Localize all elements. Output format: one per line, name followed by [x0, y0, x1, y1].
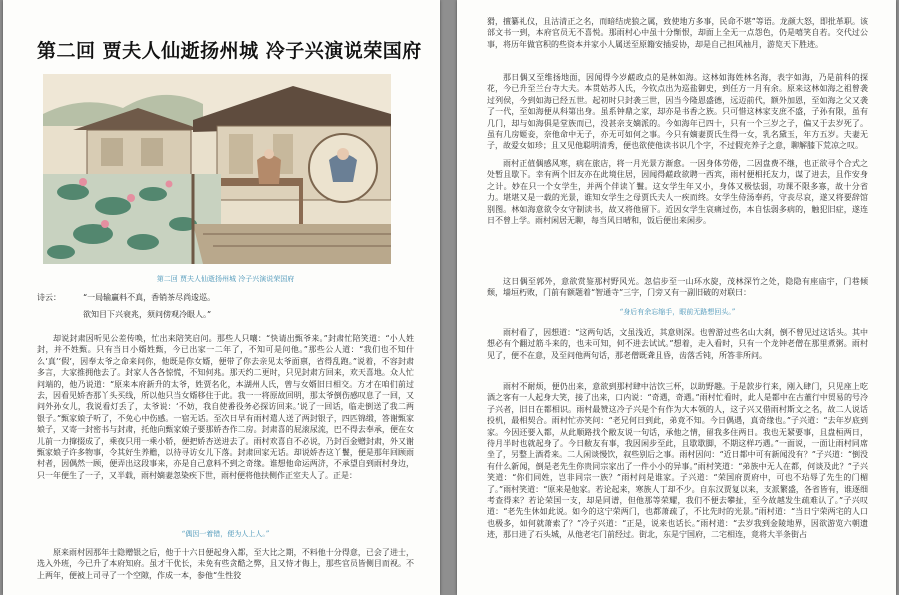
illustration-caption: 第二回 贾夫人仙逝扬州城 冷子兴演说荣国府 [156, 275, 295, 283]
chapter-illustration [43, 74, 391, 264]
poem-first-line [37, 292, 414, 303]
poem-prefix: 诗云： [37, 293, 61, 302]
chapter-title: 第二回 贾夫人仙逝扬州城 冷子兴演说荣国府 [37, 40, 422, 62]
garden-pavilion-illustration [43, 74, 391, 264]
right-page-content [487, 0, 868, 595]
right-paragraph-5: 雨村看了，因想道：“这两句话，文虽浅近，其意则深。也曾游过些名山大刹，倒不曾见过这话头。其中想必有个翻过筋斗来的，也未可知，何不进去试试。”想着，走入看时，只有一个龙钟老僧在那里煮粥。雨村见了，便不在意，及至问他两句话，那老僧既聋且昏，齿落舌钝，所答非所问。 [487, 328, 868, 360]
right-paragraph-2: 那日偶又至维扬地面，因闻得今岁鹾政点的是林如海。这林如海姓林名海，表字如海，乃是前科的探花，今已升至兰台寺大夫。本贯姑苏人氏，今钦点出为巡盐御史，到任方一月有余。原来这林如海之祖曾袭过列侯，今到如海已经五世。起初时只封袭三世，因当今隆恩盛德，远迈前代，额外加恩，至如海之父又袭了一代，至如海便从科第出身。虽系钟鼎之家，却亦是书香之族。只可惜这林家支庶不盛，子孙有限，虽有几门，却与如海俱是堂族而已，没甚亲支嫡派的。今如海年已四十，只有一个三岁之子，偏又于去岁死了。虽有几房姬妾，奈他命中无子，亦无可如何之事。今只有嫡妻贾氏生得一女，乳名黛玉，年方五岁。夫妻无子，故爱女如珍；且又见他聪明清秀，便也欲使他读书识几个字，不过假充养子之意，聊解膝下荒凉之叹。 [487, 73, 868, 151]
right-paragraph-6: 雨村不耐烦，便仍出来，意欲到那村肆中沽饮三杯，以助野趣。于是款步行来，刚入肆门，只见座上吃酒之客有一人起身大笑，接了出来，口内说：“奇遇，奇遇。”雨村忙看时，此人是都中在古董行中贸易的号冷子兴者，旧日在都相识。雨村最赞这冷子兴是个有作为大本领的人，这子兴又借雨村斯文之名，故二人说话投机，最相契合。雨村忙亦笑问：“老兄何日到此，弟竟不知。今日偶遇，真奇缘也。”子兴道：“去年岁底到家。今因还要入都，从此顺路找个敝友说一句话，承他之情，留我多住两日。我也无紧要事，且盘桓两日，待月半时也就起身了。今日敝友有事，我因闲步至此，且歇歇脚，不期这样巧遇。”一面说，一面让雨村同席坐了，另整上酒肴来。二人闲谈慢饮，叙些别后之事。雨村因问：“近日都中可有新闻没有？”子兴道：“倒没有什么新闻，倒是老先生你贵同宗家出了一件小小的异事。”雨村笑道：“弟族中无人在都，何谈及此？”子兴笑道：“你们同姓，岂非同宗一族？”雨村问是谁家。子兴道：“荣国府贾府中，可也不玷辱了先生的门楣了。”雨村笑道：“原来是他家。若论起来，寒族人丁却不少。自东汉贾复以来，支派繁盛，各省皆有，谁逐细考查得来？若论荣国一支，却是同谱，但他那等荣耀，我们不便去攀扯，至今故越发生疏难认了。”子兴叹道：“老先生休如此说。如今的这宁荣两门，也都萧疏了，不比先时的光景。”雨村道：“当日宁荣两宅的人口也极多，如何就萧索了？”冷子兴道：“正是，说来也话长。”雨村道：“去岁我到金陵地界，因欲游览六朝遗迹，那日进了石头城，从他老宅门前经过。街北，东是宁国府，二宅相连，竟将大半条街占 [487, 382, 868, 540]
left-paragraph-1: 却说封肃因听见公差传唤，忙出来陪笑启问。那些人只嚷：“快请出甄爷来。”封肃忙陪笑道：“小人姓封，并不姓甄。只有当日小婿姓甄，今已出家一二年了，不知可是问他。”那些公人道：“我们也不知什么‘真’‘假’，因奉太爷之命来问你，他既是你女婿，便带了你去亲见太爷面禀，省得乱跑。”说着，不容封肃多言，大家推拥他去了。封家人各各惊慌，不知何兆。那天约二更时，只见封肃方回来，欢天喜地。众人忙问端的，他乃说道：“原来本府新升的太爷，姓贾名化，本湖州人氏，曾与女婿旧日相交。方才在咱们前过去，因看见娇杏那丫头买线，所以他只当女婿移住于此。我一一将原故回明，那太爷倒伤感叹息了一回，又问外孙女儿，我说看灯丢了，太爷说：‘不妨，我自使番役务必探访回来。’说了一回话，临走倒送了我二两银子。”甄家娘子听了，不免心中伤感。一宿无话。至次日早有雨村遣人送了两封银子，四匹锦缎，答谢甄家娘子，又寄一封密书与封肃，托他向甄家娘子要那娇杏作二房。封肃喜的屁滚尿流，巴不得去奉承，便在女儿前一力撺掇成了，乘夜只用一乘小轿，便把娇杏送进去了。雨村欢喜自不必说，乃封百金赠封肃，外又谢甄家娘子许多物事，令其好生养赡，以待寻访女儿下落。封肃回家无话。却说娇杏这丫鬟，便是那年回顾雨村者，因偶然一顾，便弄出这段事来，亦是自己意料不到之奇缘。谁想他命运两济，不承望自到雨村身边，只一年便生了一子，又半载，雨村嫡妻忽染疾下世，雨村便将他扶侧作正室夫人了。正是： [37, 334, 414, 480]
poem-line-1: “一局输赢料不真，香销茶尽尚逡巡。 [83, 293, 216, 302]
left-paragraph-2: 原来雨村因那年士隐赠银之后，他于十六日便起身入都，至大比之期，不料他十分得意，已会了进士，选入外班，今已升了本府知府。虽才干优长，未免有些贪酷之弊，且又恃才侮上，那些官员皆侧目而视。不上两年，便被上司寻了一个空隙，作成一本，参他“生性狡 [37, 548, 414, 580]
right-paragraph-3: 雨村正值偶感风寒，病在旅店，将一月光景方渐愈。一因身体劳倦，二因盘费不继，也正欲寻个合式之处暂且歇下。幸有两个旧友亦在此境住居，因闻得鹾政欲聘一西宾，雨村便相托友力，谋了进去，且作安身之计。妙在只一个女学生，并两个伴读丫鬟。这女学生年又小，身体又极怯弱，功课不限多寡，故十分省力。堪堪又是一载的光景，谁知女学生之母贾氏夫人一疾而终。女学生侍汤奉药，守丧尽哀，遂又将要辞馆别图。林如海意欲令女守制读书，故又将他留下。近因女学生哀痛过伤，本自怯弱多病的，触犯旧症，遂连日不曾上学。雨村闲居无聊，每当风日晴和，饭后便出来闲步。 [487, 159, 868, 226]
left-page-content [37, 0, 422, 595]
right-page [457, 0, 896, 595]
right-paragraph-4: 这日偶至郭外，意欲赏鉴那村野风光。忽信步至一山环水旋，茂林深竹之处，隐隐有座庙宇，门巷倾颓，墙垣朽败，门前有额题着“智通寺”三字，门旁又有一副旧破的对联曰： [487, 277, 868, 298]
left-quote: “偶因一着错，便为人上人。” [181, 530, 270, 538]
poem-line-2: 欲知目下兴衰兆，须问傍观冷眼人。” [83, 310, 212, 320]
poem-block [37, 292, 414, 321]
right-paragraph-1: 猾，擅纂礼仪，且沽清正之名，而暗结虎狼之属，致使地方多事，民命不堪”等语。龙颜大怒，即批革职。该部文书一到，本府官员无不喜悦。那雨村心中虽十分惭恨，却面上全无一点怨色，仍是嘻笑自若。交代过公事，将历年做官积的些资本并家小人属送至原籍安插妥协，却是自己担风袖月，游览天下胜迹。 [487, 17, 868, 49]
right-couplet: “身后有余忘缩手，眼前无路想回头。” [619, 308, 736, 316]
left-page [3, 0, 440, 595]
